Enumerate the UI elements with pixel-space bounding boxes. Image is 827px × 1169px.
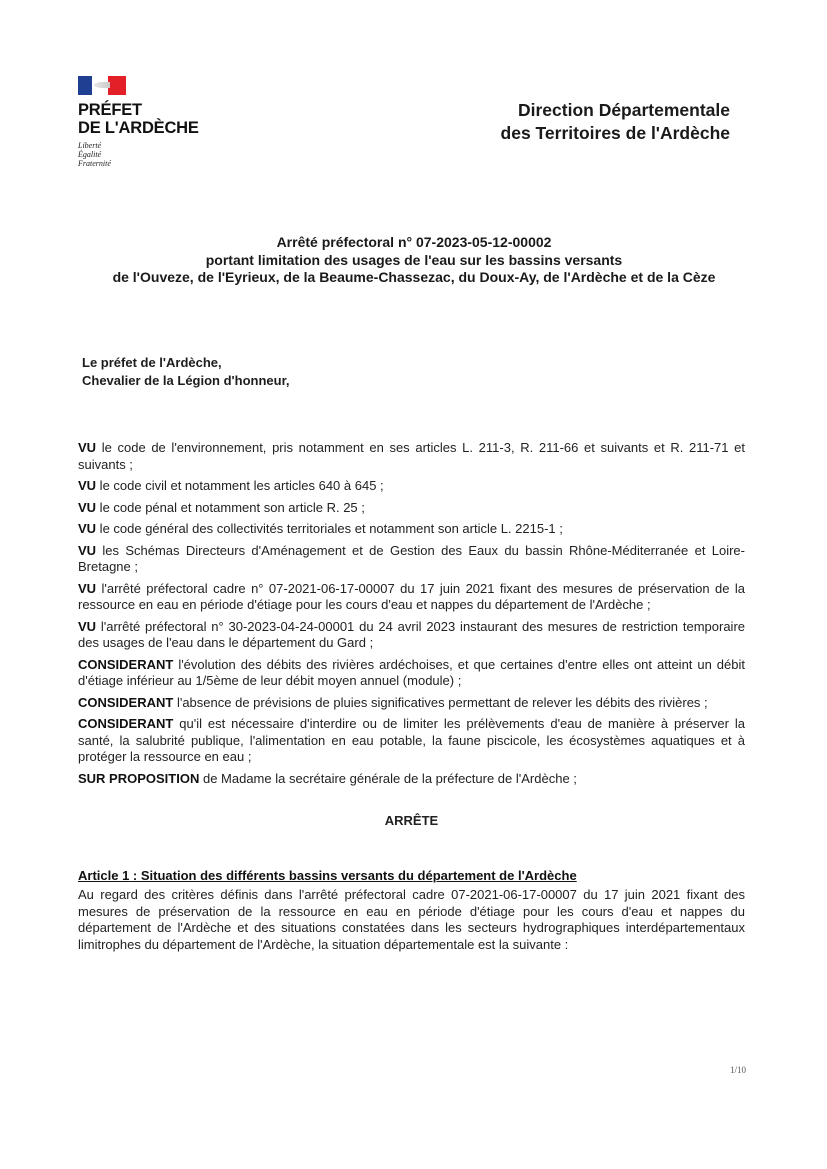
signer-line-2: Chevalier de la Légion d'honneur, [82,373,290,388]
consideration-keyword: VU [78,440,97,455]
arrete-heading: ARRÊTE [384,813,439,828]
consideration-item [78,500,745,517]
consideration-text: le code pénal et notamment son article R. 25 ; [96,499,365,515]
consideration-keyword: VU [78,478,97,493]
consideration-keyword: SUR PROPOSITION [78,770,200,786]
consideration-text: l'évolution des débits des rivières ardéchoises, et que certaines d'entre elles ont atteint un débit d'étiage inférieur au 1/5ème de leur débit moyen annuel (module) ; [78,656,745,688]
decree-body [78,440,745,958]
motto-egalite: Égalité [78,150,102,159]
page-number: 1/10 [729,1065,746,1075]
prefet-line-1: PRÉFET [78,101,142,119]
decree-subject: portant limitation des usages de l'eau sur les bassins versants [205,251,623,268]
consideration-item [78,581,745,614]
consideration-text: l'arrêté préfectoral n° 30-2023-04-24-00001 du 24 avril 2023 instaurant des mesures de restriction temporaire des usages de l'eau dans le département du Gard ; [78,618,745,650]
consideration-keyword: VU [78,618,97,634]
consideration-keyword: VU [78,580,97,596]
consideration-item [78,619,745,652]
prefet-line-2: DE L'ARDÈCHE [78,119,199,137]
consideration-keyword: VU [78,542,97,558]
motto-liberte: Liberté [78,141,102,150]
consideration-keyword: VU [78,499,97,515]
consideration-item [78,695,745,712]
prefet-title [78,101,238,137]
consideration-text: l'absence de prévisions de pluies significatives permettant de relever les débits des rivières ; [173,694,708,710]
consideration-keyword: CONSIDERANT [78,694,174,710]
consideration-keyword: VU [78,521,97,536]
article-1-heading-text: : Situation des différents bassins versants du département de l'Ardèche [129,867,577,883]
consideration-item [78,657,745,690]
marianne-flag-icon [78,76,126,95]
consideration-text: de Madame la secrétaire générale de la préfecture de l'Ardèche ; [199,770,577,786]
consideration-text: l'arrêté préfectoral cadre n° 07-2021-06-17-00007 du 17 juin 2021 fixant des mesures de préservation de la ressource en eau en période d'étiage pour les cours d'eau et nappes du département de l'Ardèche ; [78,580,745,612]
considerations-list [78,440,745,787]
consideration-keyword: CONSIDERANT [78,716,174,731]
consideration-item [78,543,745,576]
consideration-text: le code de l'environnement, pris notamment en ses articles L. 211-3, R. 211-66 et suivants et R. 211-71 et suivants ; [78,440,745,472]
consideration-text: le code civil et notamment les articles 640 à 645 ; [96,478,384,493]
article-1-label: Article 1 [78,867,130,883]
signer-block [82,354,290,390]
consideration-item [78,521,745,538]
consideration-text: les Schémas Directeurs d'Aménagement et de Gestion des Eaux du bassin Rhône-Méditerranée et Loire-Bretagne ; [78,542,745,574]
prefecture-logo [78,76,238,168]
consideration-item [78,478,745,495]
direction-line-2: des Territoires de l'Ardèche [500,123,730,143]
issuing-direction [501,99,730,145]
consideration-item [78,716,745,766]
consideration-item [78,440,745,473]
decree-title [80,234,748,287]
decree-basins: de l'Ouveze, de l'Eyrieux, de la Beaume-Chassezac, du Doux-Ay, de l'Ardèche et de la Cèze [112,269,716,285]
article-1-heading [78,868,745,885]
consideration-text: qu'il est nécessaire d'interdire ou de limiter les prélèvements d'eau de manière à préserver la santé, la salubrité publique, l'alimentation en eau potable, la faune piscicole, les écosystèmes aquatiques et à protéger la ressource en eau ; [78,716,745,764]
decree-number: Arrêté préfectoral n° 07-2023-05-12-00002 [276,234,552,250]
article-1-text: Au regard des critères définis dans l'arrêté préfectoral cadre 07-2021-06-17-00007 du 17 juin 2021 fixant des mesures de préservation de la ressource en eau en période d'étiage pour les cours d'eau et nappes du département de l'Ardèche et des situations constatées dans les secteurs hydrographiques interdépartementaux limitrophes du département de l'Ardèche, la situation départementale est la suivante : [78,887,745,952]
signer-line-1: Le préfet de l'Ardèche, [82,355,222,370]
republic-motto [78,141,238,168]
motto-fraternite: Fraternité [78,159,111,168]
consideration-keyword: CONSIDERANT [78,656,174,672]
consideration-text: le code général des collectivités territoriales et notamment son article L. 2215-1 ; [96,521,563,536]
direction-line-1: Direction Départementale [517,100,730,120]
consideration-item [78,771,745,788]
